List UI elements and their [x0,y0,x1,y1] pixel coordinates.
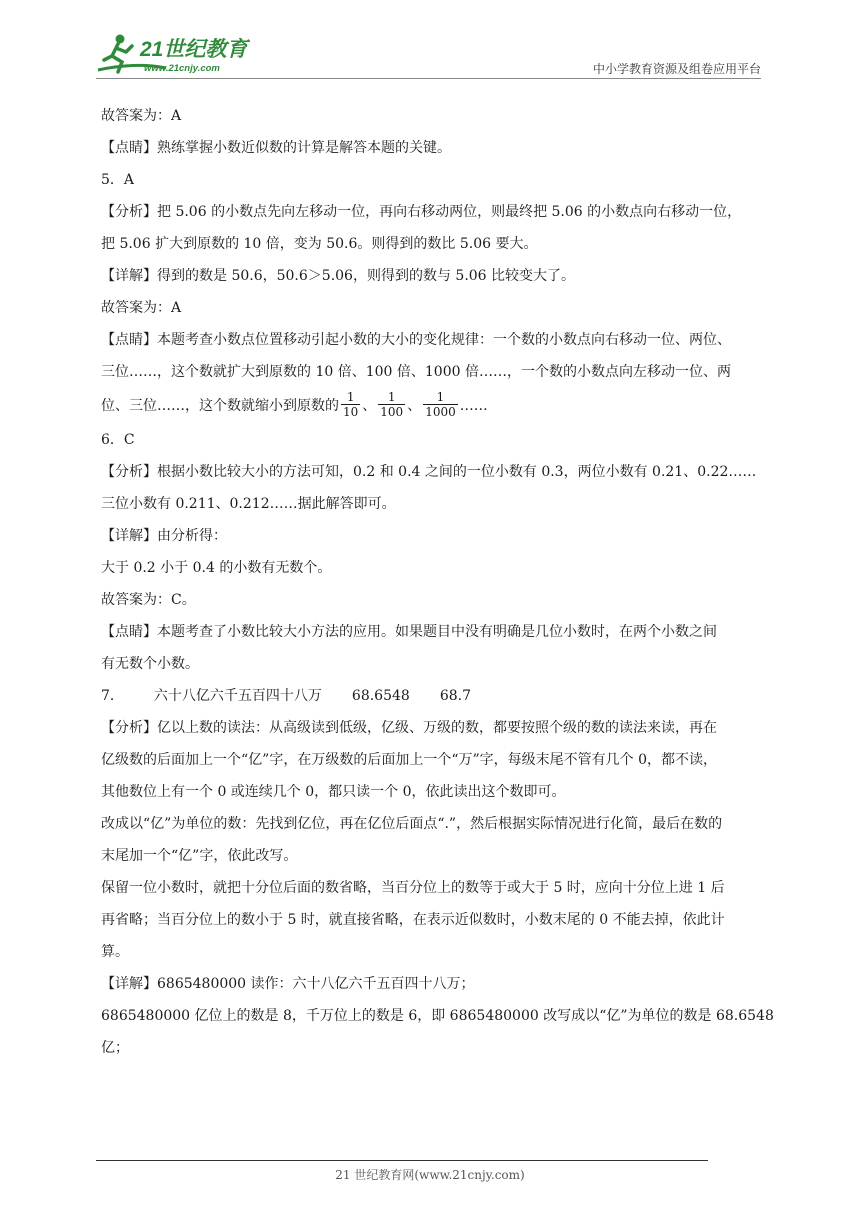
page-header [96,30,761,80]
site-logo [96,30,266,78]
text-line-with-fractions [101,388,761,424]
text-line: 有无数个小数。 [101,656,199,672]
svg-text:21世纪教育: 21世纪教育 [140,38,248,61]
text-line: 故答案为：A [101,300,182,316]
text-line: 再省略；当百分位上的数小于 5 时，就直接省略，在表示近似数时，小数末尾的 0 不能去掉，依此计 [101,912,725,928]
text-line: 保留一位小数时，就把十分位后面的数省略，当百分位上的数等于或大于 5 时，应向十分位上进 1 后 [101,880,725,896]
fraction-1-1000 [423,390,458,419]
fraction-denominator: 1000 [425,404,456,419]
question-7-answers [101,680,761,712]
fraction-numerator: 1 [341,390,360,405]
footer-divider [96,1160,708,1161]
text-line: 改成以“亿”为单位的数：先找到亿位，再在亿位后面点“.”，然后根据实际情况进行化简，最后在数的 [101,816,723,832]
separator: 、 [407,398,422,414]
text-line: 三位小数有 0.211、0.212……据此解答即可。 [101,496,396,512]
text-line: 【分析】根据小数比较大小的方法可知，0.2 和 0.4 之间的一位小数有 0.3，两位小数有 0.21、0.22…… [101,464,757,480]
fraction-denominator: 100 [380,404,404,419]
text-line: 【详解】由分析得： [101,528,227,544]
text-line: 6865480000 亿位上的数是 8，千万位上的数是 6，即 6865480000 改写成以“亿”为单位的数是 68.6548 [101,1008,774,1024]
text-line: 【点睛】熟练掌握小数近似数的计算是解答本题的关键。 [101,140,451,156]
text-line: 把 5.06 扩大到原数的 10 倍，变为 50.6。则得到的数比 5.06 要大。 [101,236,538,252]
answer-yi-unit: 68.6548 [351,688,410,704]
text-line: 亿级数的后面加上一个“亿”字，在万级数的后面加上一个“万”字，每级末尾不管有几个 0，都不读， [101,752,717,768]
fraction-numerator: 1 [378,390,405,405]
text-line: 【分析】亿以上数的读法：从高级读到低级，亿级、万级的数，都要按照个级的数的读法来读，再在 [101,720,717,736]
question-number: 6．C [101,432,135,448]
text-line: 其他数位上有一个 0 或连续几个 0，都只读一个 0，依此读出这个数即可。 [101,784,566,800]
question-number: 7． [101,688,124,704]
page-footer: 21 世纪教育网(www.21cnjy.com) [335,1168,525,1182]
fraction-denominator: 10 [343,404,359,419]
text-line: 三位……，这个数就扩大到原数的 10 倍、100 倍、1000 倍……，一个数的小数点向左移动一位、两 [101,364,731,380]
text-line: 末尾加一个“亿”字，依此改写。 [101,848,298,864]
answer-approx: 68.7 [439,688,471,704]
text-line: 算。 [101,944,129,960]
text-segment: …… [459,398,488,414]
text-line: 【详解】得到的数是 50.6，50.6＞5.06，则得到的数与 5.06 比较变大了。 [101,268,576,284]
header-divider [96,78,761,79]
answer-content [101,100,774,1064]
text-line: 亿； [101,1040,129,1056]
answer-reading: 六十八亿六千五百四十八万 [153,688,322,704]
fraction-1-100 [378,390,405,419]
header-platform-text: 中小学教育资源及组卷应用平台 [592,62,761,76]
svg-text:www.21cnjy.com: www.21cnjy.com [144,63,220,74]
text-line: 【分析】把 5.06 的小数点先向左移动一位，再向右移动两位，则最终把 5.06 的小数点向右移动一位， [101,204,742,220]
text-line: 大于 0.2 小于 0.4 的小数有无数个。 [101,560,332,576]
text-line: 【详解】6865480000 读作：六十八亿六千五百四十八万； [101,976,475,992]
text-line: 故答案为：C。 [101,592,196,608]
separator: 、 [362,398,377,414]
question-number: 5．A [101,172,135,188]
text-line: 【点睛】本题考查小数点位置移动引起小数的大小的变化规律：一个数的小数点向右移动一位、两位、 [101,332,731,348]
text-line: 故答案为：A [101,108,182,124]
text-segment: 位、三位……，这个数就缩小到原数的 [101,398,339,414]
fraction-1-10 [341,390,360,419]
fraction-numerator: 1 [423,390,458,405]
text-line: 【点睛】本题考查了小数比较大小方法的应用。如果题目中没有明确是几位小数时，在两个小数之间 [101,624,717,640]
